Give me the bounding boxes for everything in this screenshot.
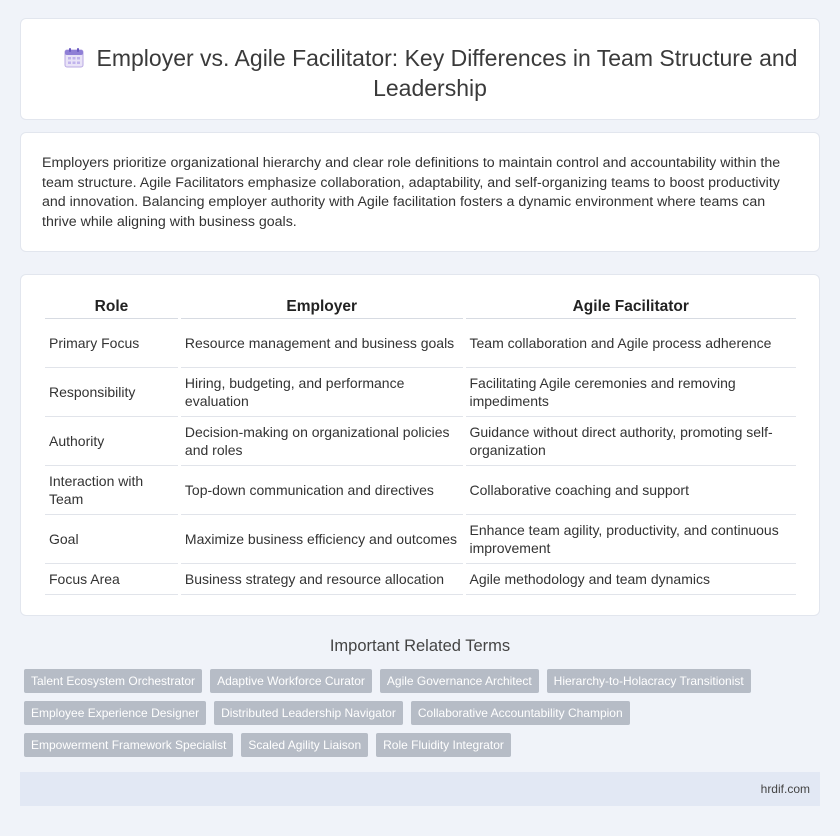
cell-agile: Guidance without direct authority, promoting self-organization [466,417,797,466]
tag-row [24,733,804,757]
page-title: Employer vs. Agile Facilitator: Key Differences in Team Structure and Leadership [96,45,798,101]
cell-employer: Business strategy and resource allocation [181,564,463,595]
tag-link[interactable]: Hierarchy-to-Holacracy Transitionist [547,669,751,693]
comparison-card [20,274,820,616]
cell-agile: Team collaboration and Agile process adherence [466,319,797,368]
tag-link[interactable]: Role Fluidity Integrator [376,733,511,757]
footer [20,772,820,806]
header-agile-facilitator: Agile Facilitator [466,295,797,319]
cell-agile: Collaborative coaching and support [466,466,797,515]
page-title-wrap [61,43,799,103]
table-row [45,466,796,515]
tag-link[interactable]: Scaled Agility Liaison [241,733,368,757]
comparison-table [42,295,799,595]
cell-role: Authority [45,417,178,466]
cell-employer: Decision-making on organizational policies and roles [181,417,463,466]
cell-agile: Agile methodology and team dynamics [466,564,797,595]
table-header-row [45,295,796,319]
cell-role: Focus Area [45,564,178,595]
related-terms-tags [24,669,804,765]
cell-employer: Maximize business efficiency and outcomes [181,515,463,564]
cell-employer: Hiring, budgeting, and performance evaluation [181,368,463,417]
table-row [45,368,796,417]
tag-link[interactable]: Employee Experience Designer [24,701,206,725]
table-row [45,515,796,564]
tag-row [24,669,804,693]
calendar-icon [63,46,85,68]
tag-row [24,701,804,725]
table-row [45,564,796,595]
tag-link[interactable]: Collaborative Accountability Champion [411,701,630,725]
tag-link[interactable]: Agile Governance Architect [380,669,539,693]
tag-link[interactable]: Talent Ecosystem Orchestrator [24,669,202,693]
footer-site-link[interactable]: hrdif.com [760,782,810,796]
header-employer: Employer [181,295,463,319]
intro-card [20,132,820,252]
cell-agile: Facilitating Agile ceremonies and removing impediments [466,368,797,417]
table-row [45,319,796,368]
cell-employer: Resource management and business goals [181,319,463,368]
table-row [45,417,796,466]
cell-role: Interaction with Team [45,466,178,515]
tag-link[interactable]: Adaptive Workforce Curator [210,669,372,693]
intro-paragraph: Employers prioritize organizational hierarchy and clear role definitions to maintain control and accountability within the team structure. Agile Facilitators emphasize collaboration, adaptability, and self-organizing teams to boost productivity and innovation. Balancing employer authority with Agile facilitation fosters a dynamic environment where teams can thrive while aligning with business goals. [42,155,781,230]
title-card [20,18,820,120]
cell-employer: Top-down communication and directives [181,466,463,515]
cell-role: Goal [45,515,178,564]
header-role: Role [45,295,178,319]
cell-role: Primary Focus [45,319,178,368]
cell-agile: Enhance team agility, productivity, and continuous improvement [466,515,797,564]
related-terms-heading: Important Related Terms [329,637,511,655]
tag-link[interactable]: Empowerment Framework Specialist [24,733,233,757]
cell-role: Responsibility [45,368,178,417]
tag-link[interactable]: Distributed Leadership Navigator [214,701,403,725]
